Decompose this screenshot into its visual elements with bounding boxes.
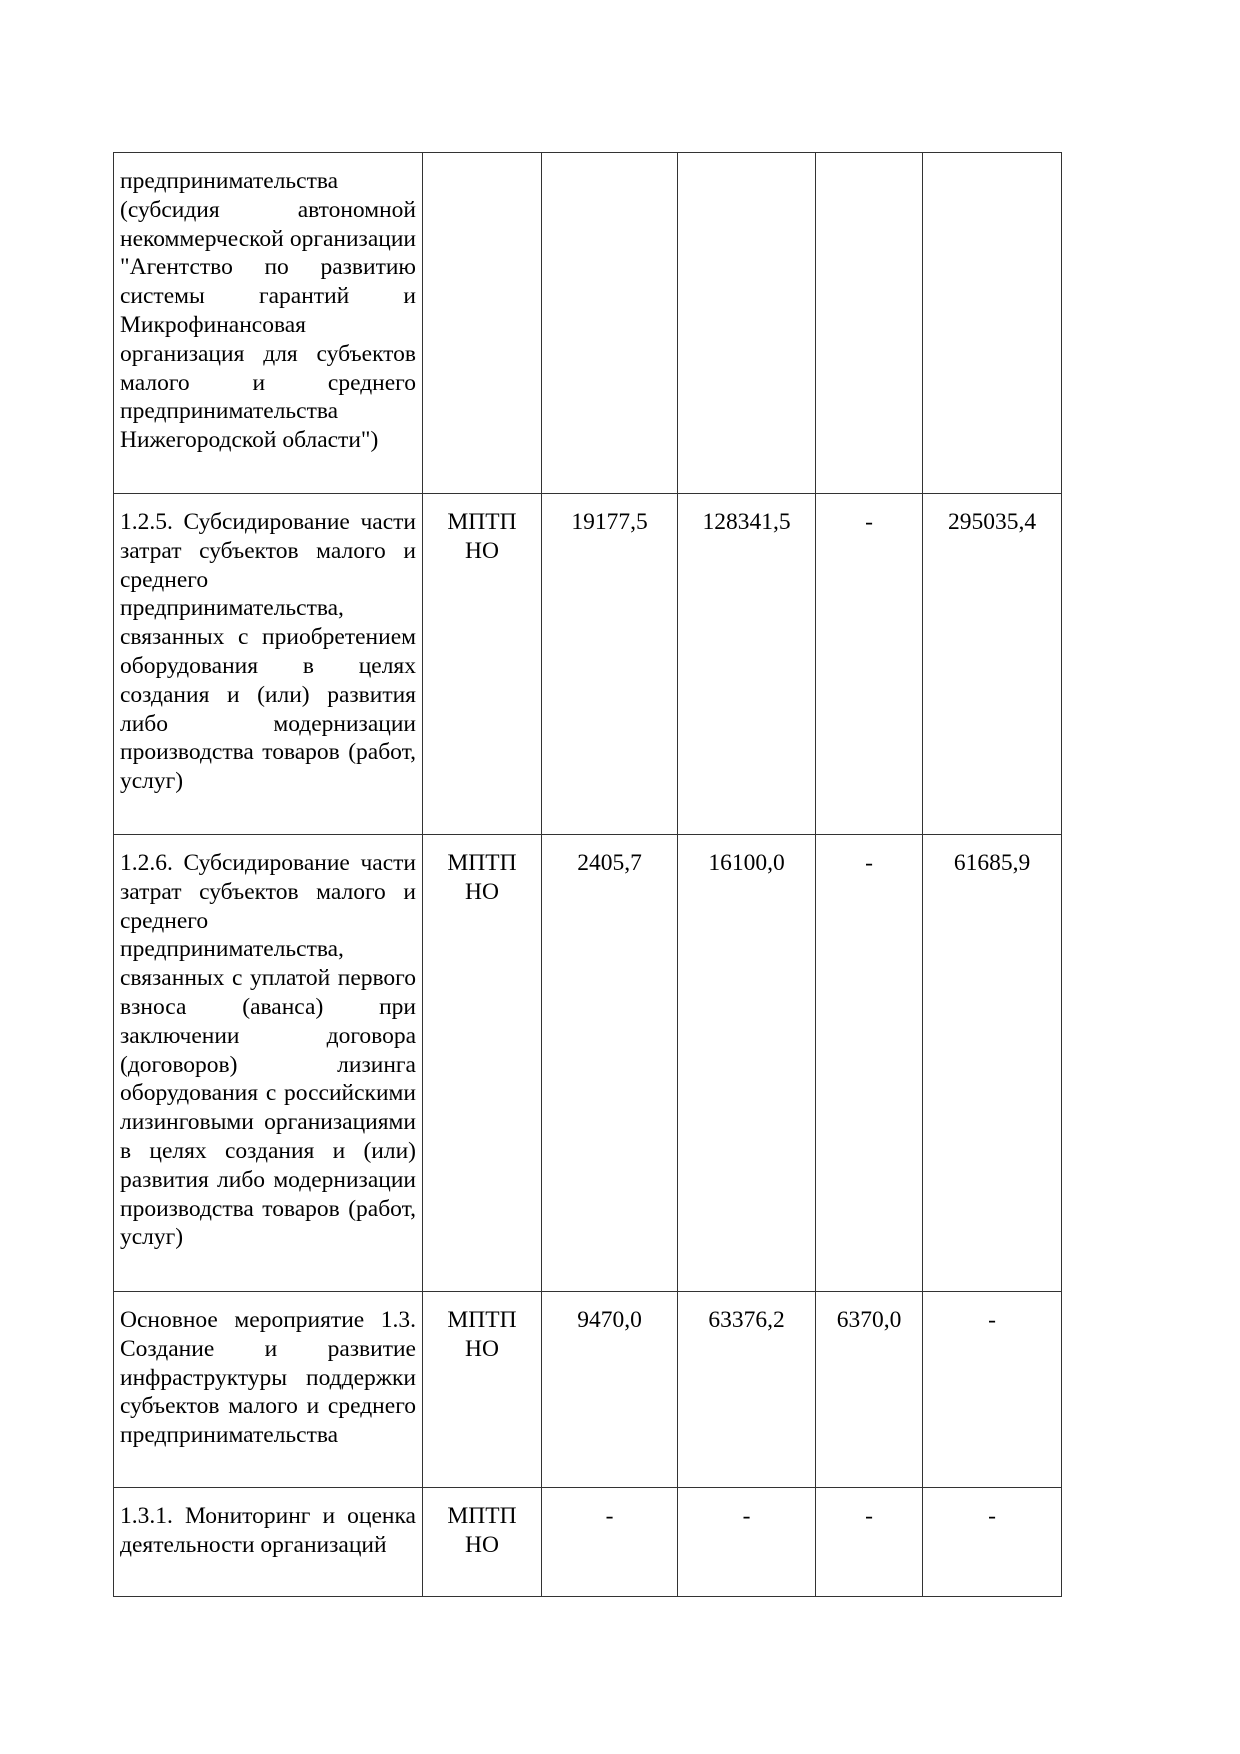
description-cell: 1.2.5. Субсидирование части затрат субъектов малого и среднего предпринимательства, связанных с приобретением оборудования в целях создания и (или) развития либо модернизации производства товаров (работ, услуг) — [114, 494, 423, 835]
value-cell-3: - — [816, 835, 923, 1292]
value-cell-2: 16100,0 — [678, 835, 816, 1292]
value-cell-4: 61685,9 — [923, 835, 1062, 1292]
description-cell: 1.3.1. Мониторинг и оценка деятельности организаций — [114, 1488, 423, 1597]
value-cell-4: - — [923, 1488, 1062, 1597]
value-cell-4: - — [923, 1292, 1062, 1488]
executor-cell — [423, 153, 542, 494]
value-cell-1: 9470,0 — [542, 1292, 678, 1488]
description-cell: предпринимательства (субсидия автономной некоммерческой организации "Агентство по развитию системы гарантий и Микрофинансовая организация для субъектов малого и среднего предпринимательства Нижегородской области") — [114, 153, 423, 494]
table-row — [114, 1292, 1062, 1488]
value-cell-2: - — [678, 1488, 816, 1597]
value-cell-4 — [923, 153, 1062, 494]
value-cell-3: 6370,0 — [816, 1292, 923, 1488]
value-cell-2: 128341,5 — [678, 494, 816, 835]
value-cell-4: 295035,4 — [923, 494, 1062, 835]
executor-cell: МПТП НО — [423, 835, 542, 1292]
value-cell-2: 63376,2 — [678, 1292, 816, 1488]
value-cell-1: 19177,5 — [542, 494, 678, 835]
description-cell: Основное мероприятие 1.3. Создание и развитие инфраструктуры поддержки субъектов малого и среднего предпринимательства — [114, 1292, 423, 1488]
value-cell-3 — [816, 153, 923, 494]
value-cell-1: 2405,7 — [542, 835, 678, 1292]
table-row — [114, 835, 1062, 1292]
value-cell-3: - — [816, 494, 923, 835]
executor-cell: МПТП НО — [423, 1488, 542, 1597]
table-row — [114, 494, 1062, 835]
value-cell-1: - — [542, 1488, 678, 1597]
table-row — [114, 1488, 1062, 1597]
description-cell: 1.2.6. Субсидирование части затрат субъектов малого и среднего предпринимательства, связанных с уплатой первого взноса (аванса) при заключении договора (договоров) лизинга оборудования с российскими лизинговыми организациями в целях создания и (или) развития либо модернизации производства товаров (работ, услуг) — [114, 835, 423, 1292]
value-cell-2 — [678, 153, 816, 494]
table-row — [114, 153, 1062, 494]
value-cell-1 — [542, 153, 678, 494]
executor-cell: МПТП НО — [423, 1292, 542, 1488]
executor-cell: МПТП НО — [423, 494, 542, 835]
value-cell-3: - — [816, 1488, 923, 1597]
program-table — [113, 152, 1062, 1597]
